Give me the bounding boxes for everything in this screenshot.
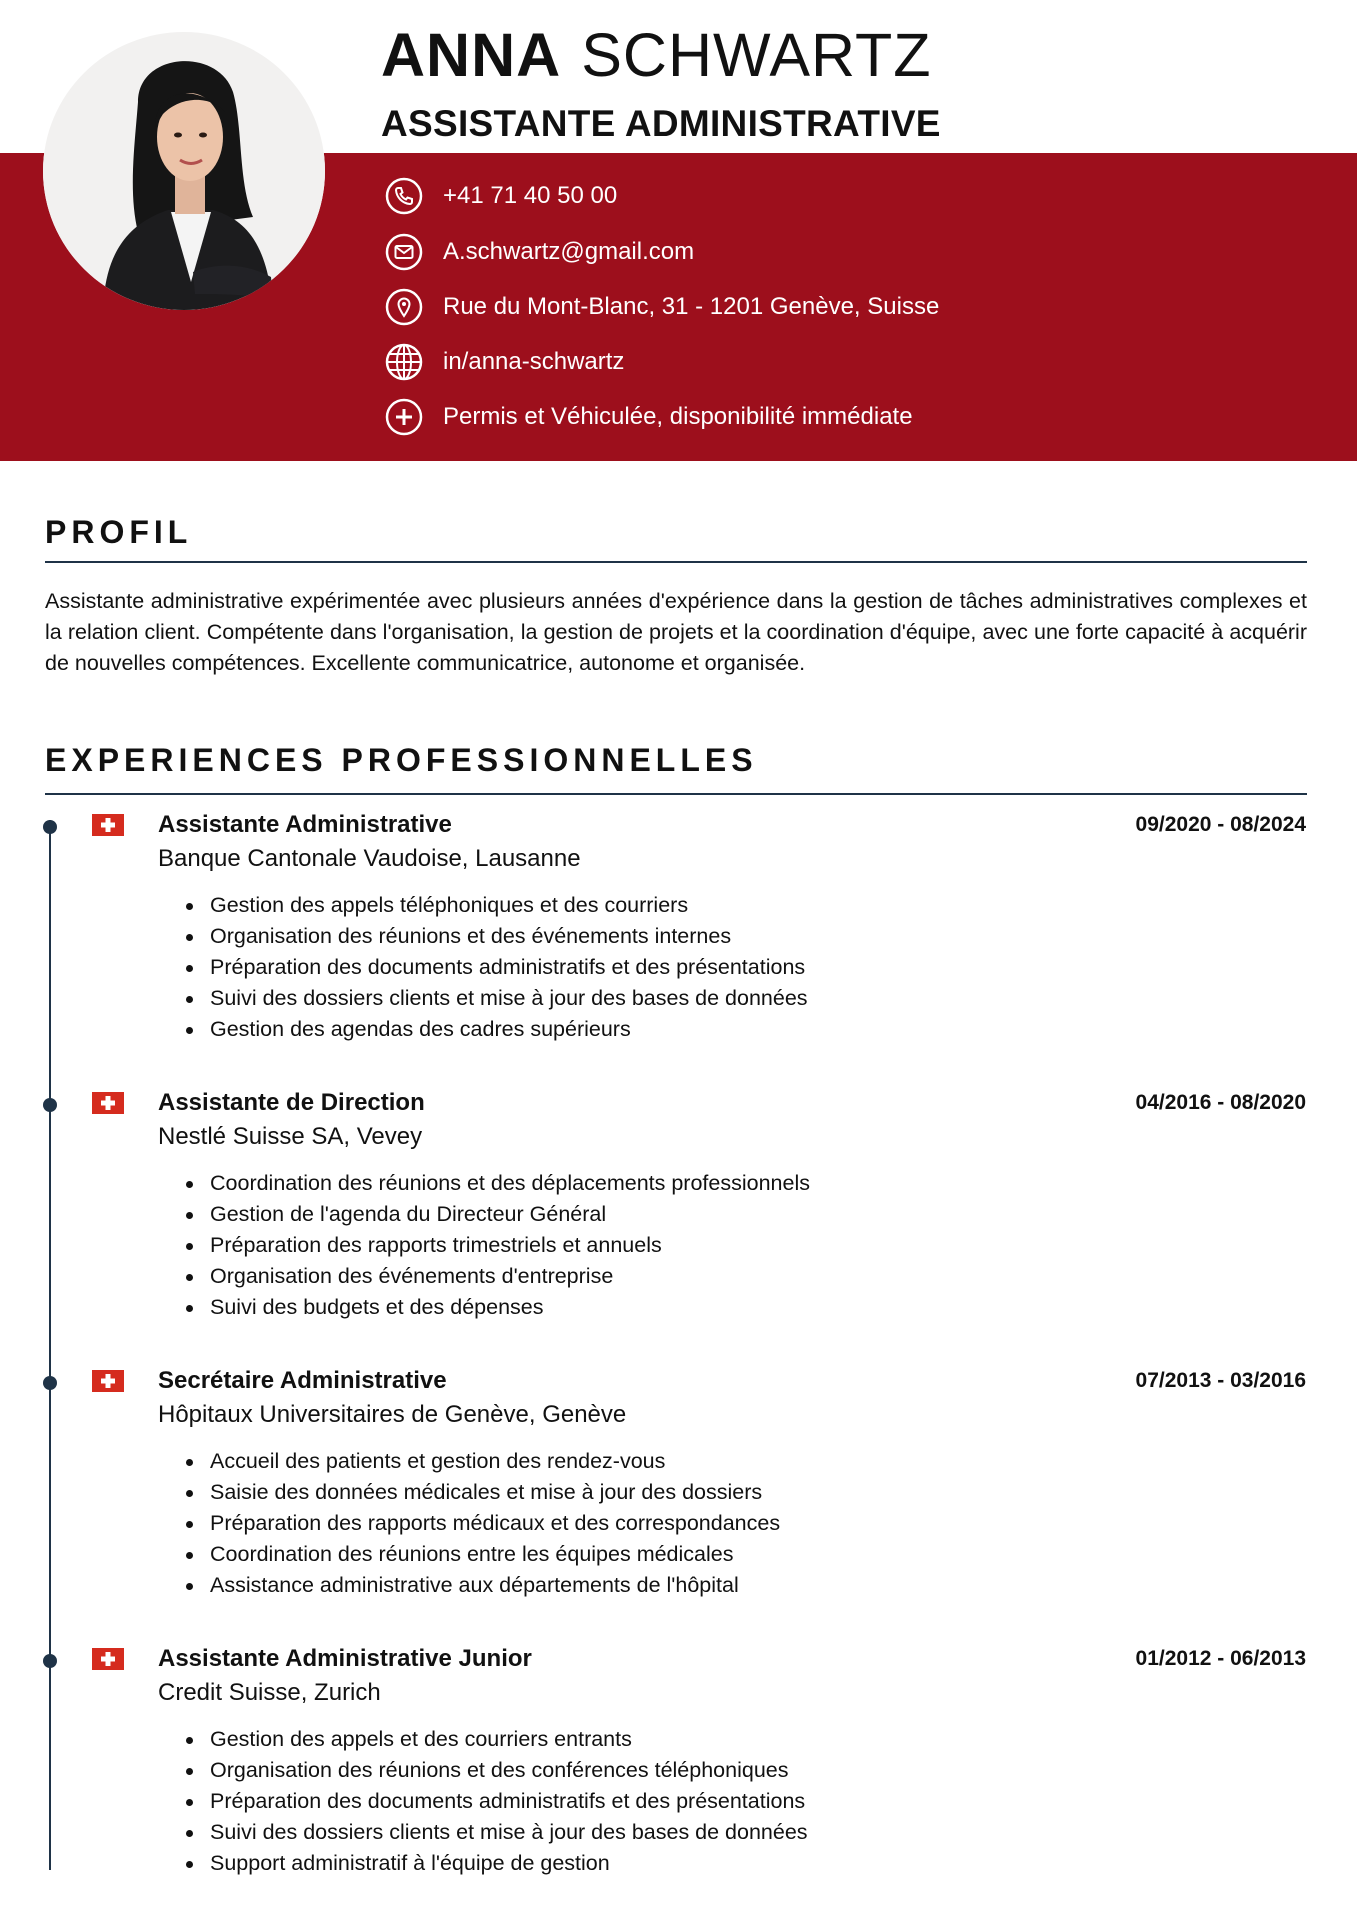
job-company: Credit Suisse, Zurich <box>158 1679 381 1706</box>
job-task: Préparation des documents administratifs et des présentations <box>210 1786 808 1817</box>
job-task: Accueil des patients et gestion des rendez-vous <box>210 1446 780 1477</box>
timeline-dot <box>43 1098 57 1112</box>
contact-linkedin-text: in/anna-schwartz <box>443 348 625 375</box>
job-dates: 01/2012 - 06/2013 <box>1135 1647 1306 1670</box>
job-task: Support administratif à l'équipe de gestion <box>210 1848 808 1879</box>
contact-email-text: A.schwartz@gmail.com <box>443 238 695 265</box>
timeline-dot <box>43 1654 57 1668</box>
contact-address[interactable] <box>385 286 939 328</box>
profile-summary: Assistante administrative expérimentée avec plusieurs années d'expérience dans la gestion de tâches administratives complexes et la relation client. Compétente dans l'organisation, la gestion de projets et la coordination d'équipe, avec une forte capacité à acquérir de nouvelles compétences. Excellente communicatrice, autonome et organisée. <box>45 589 1307 675</box>
job-task: Gestion des appels et des courriers entrants <box>210 1724 808 1755</box>
job-task: Organisation des réunions et des conférences téléphoniques <box>210 1755 808 1786</box>
job-task: Assistance administrative aux départements de l'hôpital <box>210 1570 780 1601</box>
job-dates: 07/2013 - 03/2016 <box>1135 1369 1306 1392</box>
job-task: Organisation des événements d'entreprise <box>210 1261 810 1292</box>
first-name: ANNA <box>381 21 562 89</box>
job-company: Nestlé Suisse SA, Vevey <box>158 1123 423 1150</box>
contact-email[interactable] <box>385 231 694 273</box>
job-task: Préparation des documents administratifs et des présentations <box>210 952 808 983</box>
candidate-name <box>381 20 931 90</box>
job-task: Coordination des réunions entre les équipes médicales <box>210 1539 780 1570</box>
job-task-list <box>158 1446 780 1601</box>
profile-heading: PROFIL <box>45 514 193 550</box>
contact-address-text: Rue du Mont-Blanc, 31 - 1201 Genève, Suisse <box>443 293 940 320</box>
job-task: Suivi des budgets et des dépenses <box>210 1292 810 1323</box>
job-task: Gestion des appels téléphoniques et des courriers <box>210 890 808 921</box>
profile-photo <box>43 32 325 310</box>
experience-heading: EXPERIENCES PROFESSIONNELLES <box>45 742 758 778</box>
job-company: Hôpitaux Universitaires de Genève, Genève <box>158 1401 627 1428</box>
job-role: Assistante Administrative Junior <box>158 1645 532 1672</box>
timeline-dot <box>43 1376 57 1390</box>
job-dates: 09/2020 - 08/2024 <box>1135 813 1306 836</box>
job-role: Assistante Administrative <box>158 811 452 838</box>
timeline-dot <box>43 820 57 834</box>
contact-phone-text: +41 71 40 50 00 <box>443 182 618 209</box>
envelope-icon <box>385 233 423 271</box>
contact-availability-text: Permis et Véhiculée, disponibilité immédiate <box>443 403 913 430</box>
plus-circle-icon <box>385 398 423 436</box>
location-pin-icon <box>385 288 423 326</box>
job-task: Suivi des dossiers clients et mise à jour des bases de données <box>210 983 808 1014</box>
job-task: Saisie des données médicales et mise à jour des dossiers <box>210 1477 780 1508</box>
profile-divider <box>45 561 1307 563</box>
job-task: Suivi des dossiers clients et mise à jour des bases de données <box>210 1817 808 1848</box>
contact-availability <box>385 396 913 438</box>
job-task-list <box>158 1724 808 1879</box>
last-name: SCHWARTZ <box>581 21 932 89</box>
swiss-flag-icon <box>92 1092 124 1114</box>
swiss-flag-icon <box>92 1648 124 1670</box>
swiss-flag-icon <box>92 1370 124 1392</box>
phone-icon <box>385 177 423 215</box>
job-task: Préparation des rapports trimestriels et annuels <box>210 1230 810 1261</box>
job-task: Gestion des agendas des cadres supérieurs <box>210 1014 808 1045</box>
job-role: Secrétaire Administrative <box>158 1367 447 1394</box>
job-dates: 04/2016 - 08/2020 <box>1135 1091 1306 1114</box>
globe-icon <box>385 343 423 381</box>
job-task-list <box>158 890 808 1045</box>
experience-divider <box>45 793 1307 795</box>
job-task: Organisation des réunions et des événements internes <box>210 921 808 952</box>
job-task: Préparation des rapports médicaux et des correspondances <box>210 1508 780 1539</box>
job-task: Coordination des réunions et des déplacements professionnels <box>210 1168 810 1199</box>
contact-phone[interactable] <box>385 175 617 217</box>
job-title: ASSISTANTE ADMINISTRATIVE <box>381 103 941 144</box>
job-task-list <box>158 1168 810 1323</box>
contact-linkedin[interactable] <box>385 341 624 383</box>
swiss-flag-icon <box>92 814 124 836</box>
timeline-line <box>49 820 51 1870</box>
job-task: Gestion de l'agenda du Directeur Général <box>210 1199 810 1230</box>
job-company: Banque Cantonale Vaudoise, Lausanne <box>158 845 581 872</box>
job-role: Assistante de Direction <box>158 1089 425 1116</box>
